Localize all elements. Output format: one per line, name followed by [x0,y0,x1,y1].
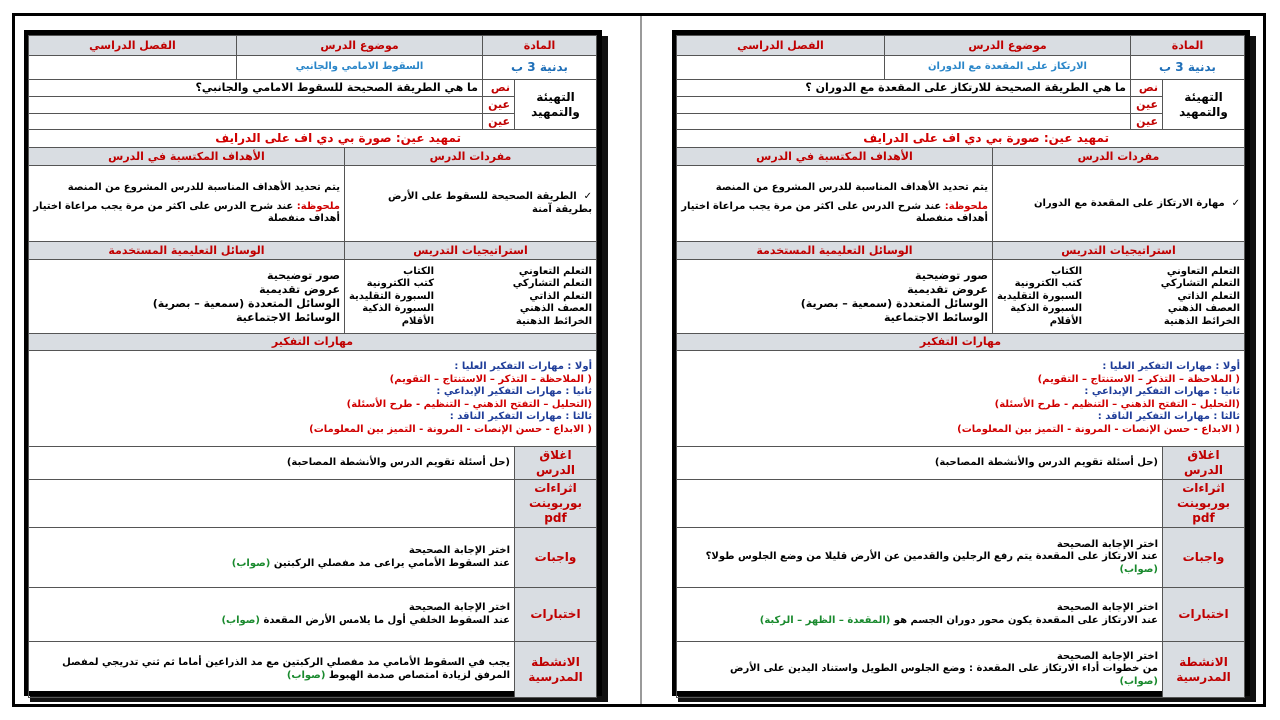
closing-text: (حل أسئلة تقويم الدرس والأنشطة المصاحبة) [28,447,514,480]
vocab-item: الطريقة الصحيحة للسقوط على الأرض بطريقة آمنة [387,191,592,215]
thinking-label: مهارات التفكير [676,334,1244,351]
intro-tag: نص [482,80,514,97]
answer-text: (صواب) [1119,563,1158,575]
intro-text [28,113,482,130]
enrich-sub: بوربوينت pdf [528,496,583,525]
intro-tag: عين [1130,113,1162,130]
subject-label: المادة [1130,36,1244,56]
tests-question [681,615,1158,628]
homework-label: واجبات [515,528,597,588]
tests-question [33,615,510,628]
media-list-a [349,266,434,329]
list-item: كتب الكترونية [1014,278,1083,289]
activities-question [33,657,510,682]
question-text: عند السقوط الأمامي يراعى مد مفصلي الركبتين [273,557,510,569]
enrich-sub: بوربوينت pdf [1176,496,1231,525]
goals-line: يتم تحديد الأهداف المناسبة للدرس المشروع من المنصة [715,182,988,193]
thinking-heading: أولا : مهارات التفكير العليا : [1102,361,1240,372]
answer-text: (صواب) [221,614,261,626]
lesson-plan-sheet-2 [24,30,602,696]
thinking-line: (التحليل – التفتح الذهني – التنظيم - طرح الأسئلة) [346,398,592,410]
question-text: عند الارتكاز على المقعدة يكون محور دوران الجسم هو [893,614,1158,626]
subject-value: بدنية 3 ب [1130,56,1244,80]
thinking-heading: ثانيا : مهارات التفكير الإبداعي : [1084,386,1240,397]
tests-label: اختبارات [1163,588,1245,642]
question-text: عند الارتكاز على المقعدة يتم رفع الرجلين والقدمين عن الأرض قليلا من وضع الجلوس طولا؟ [705,551,1158,563]
thinking-heading: ثانيا : مهارات التفكير الإبداعي : [436,386,592,397]
thinking-line: ( الملاحظة – التذكر – الاستنتاج – التقويم) [1037,373,1240,385]
strategies-cell [344,260,596,334]
media-label: الوسائل التعليمية المستخدمة [28,242,344,260]
homework-cell [28,528,514,588]
semester-value [28,56,236,80]
semester-label: الفصل الدراسي [28,36,236,56]
topic-value: الارتكاز على المقعدة مع الدوران [884,56,1130,80]
list-item: الوسائل المتعددة (سمعية – بصرية) [800,296,988,310]
subject-value: بدنية 3 ب [482,56,596,80]
strategies-cell [992,260,1244,334]
thinking-line: ( الابداع - حسن الإنصات - المرونة - التميز بين المعلومات) [309,423,592,435]
goals-cell [676,166,992,242]
note-label: ملحوظة: [296,200,340,212]
enrich-content [28,480,514,528]
list-item: الخرائط الذهنية [515,315,592,327]
list-item: السبورة التقليدية [348,290,435,302]
media-list-a [997,266,1082,329]
list-item: صور توضيحية [915,269,988,283]
list-item: صور توضيحية [267,269,340,283]
media-cell [676,260,992,334]
tests-cell [28,588,514,642]
list-item: العصف الذهني [1167,303,1240,314]
activities-label: الانشطة المدرسية [1163,642,1245,698]
list-item: العصف الذهني [519,303,592,314]
tests-title: اختر الإجابة الصحيحة [1056,602,1158,613]
thinking-heading: ثالثا : مهارات التفكير الناقد : [449,411,592,422]
thinking-line: ( الابداع - حسن الإنصات - المرونة - التميز بين المعلومات) [957,423,1240,435]
lesson-plan-table [676,35,1245,698]
semester-value [676,56,884,80]
list-item: التعلم التعاوني [1166,265,1240,277]
homework-question [681,551,1158,576]
note-text: عند شرح الدرس على اكثر من مرة يجب مراعاة اختيار أهداف منفصلة [33,200,340,224]
activities-label: الانشطة المدرسية [515,642,597,698]
intro-tag: نص [1130,80,1162,97]
list-item: التعلم الذاتي [1177,290,1240,302]
topic-label: موضوع الدرس [884,36,1130,56]
media-label: الوسائل التعليمية المستخدمة [676,242,992,260]
topic-label: موضوع الدرس [236,36,482,56]
thinking-cell [28,351,596,447]
tests-label: اختبارات [515,588,597,642]
answer-text: (صواب) [231,557,271,569]
tests-title: اختر الإجابة الصحيحة [408,602,510,613]
list-item: السبورة الذكية [1010,303,1083,314]
list-item: الوسائل المتعددة (سمعية – بصرية) [152,296,340,310]
intro-text [28,96,482,113]
activities-cell [676,642,1162,698]
media-cell [28,260,344,334]
vocab-label: مفردات الدرس [992,148,1244,166]
intro-text [676,113,1130,130]
intro-tag: عين [482,113,514,130]
thinking-heading: ثالثا : مهارات التفكير الناقد : [1097,411,1240,422]
thinking-line: ( الملاحظة – التذكر – الاستنتاج – التقويم) [389,373,592,385]
enrich-cell [1163,480,1245,528]
enrich-cell [515,480,597,528]
goals-cell [28,166,344,242]
intro-text [676,96,1130,113]
check-icon: ✓ [583,191,592,203]
list-item: الوسائط الاجتماعية [235,310,340,324]
activities-cell [28,642,514,698]
note-text: عند شرح الدرس على اكثر من مرة يجب مراعاة اختيار أهداف منفصلة [681,200,988,224]
thinking-label: مهارات التفكير [28,334,596,351]
list-item: الأقلام [401,315,435,327]
thinking-heading: أولا : مهارات التفكير العليا : [454,361,592,372]
strategies-list [513,266,592,329]
enrich-label: اثراءات [1182,481,1225,495]
list-item: كتب الكترونية [366,278,435,289]
thinking-cell [676,351,1244,447]
list-item: الخرائط الذهنية [1163,315,1240,327]
subject-label: المادة [482,36,596,56]
closing-label: اغلاق الدرس [1163,447,1245,480]
check-icon: ✓ [1231,197,1240,209]
list-item: السبورة الذكية [362,303,435,314]
vocab-cell [344,166,596,242]
enrich-content [676,480,1162,528]
list-item: التعلم التشاركي [1160,278,1240,289]
topic-value: السقوط الامامي والجانبي [236,56,482,80]
answer-text: (صواب) [1119,675,1158,687]
intro-note: تمهيد عين: صورة بي دي اف على الدرايف [676,130,1244,148]
homework-question [33,558,510,571]
question-text: عند السقوط الخلفي أول ما يلامس الأرض المقعدة [263,614,510,626]
intro-label: التهيئة والتمهيد [1163,80,1245,130]
enrich-label: اثراءات [534,481,577,495]
sheet-shadow [1250,36,1256,702]
list-item: التعلم التعاوني [518,265,592,277]
list-item: عروض تقديمية [907,283,988,296]
vocab-cell [992,166,1244,242]
list-item: السبورة التقليدية [996,290,1083,302]
intro-tag: عين [1130,96,1162,113]
goals-note [33,201,340,226]
homework-cell [676,528,1162,588]
vocab-label: مفردات الدرس [344,148,596,166]
goals-label: الأهداف المكتسبة في الدرس [28,148,344,166]
page-divider [640,16,642,704]
list-item: الأقلام [1049,315,1083,327]
thinking-line: (التحليل – التفتح الذهني – التنظيم - طرح الأسئلة) [994,398,1240,410]
tests-cell [676,588,1162,642]
list-item: الكتاب [403,265,435,277]
intro-tag: عين [482,96,514,113]
list-item: الكتاب [1051,265,1083,277]
sheet-shadow [602,36,608,702]
intro-question: ما هي الطريقة الصحيحة للارتكاز على المقعدة مع الدوران ؟ [676,80,1130,97]
homework-title: اختر الإجابة الصحيحة [408,545,510,556]
strategies-label: استراتيجيات التدريس [344,242,596,260]
lesson-plan-table [28,35,597,698]
list-item: الوسائط الاجتماعية [883,310,988,324]
list-item: عروض تقديمية [259,283,340,296]
homework-title: اختر الإجابة الصحيحة [1056,538,1158,550]
activities-question: من خطوات أداء الارتكاز على المقعدة : وضع الجلوس الطويل واستناد اليدين على الأرض [730,663,1158,675]
vocab-item: مهارة الارتكاز على المقعدة مع الدوران [1033,197,1225,209]
list-item: التعلم التشاركي [512,278,592,289]
note-label: ملحوظة: [944,200,988,212]
goals-line: يتم تحديد الأهداف المناسبة للدرس المشروع من المنصة [67,182,340,193]
activities-title: اختر الإجابة الصحيحة [1056,650,1158,662]
intro-label: التهيئة والتمهيد [515,80,597,130]
intro-question: ما هي الطريقة الصحيحة للسقوط الامامي والجانبي؟ [28,80,482,97]
list-item: التعلم الذاتي [529,290,592,302]
intro-note: تمهيد عين: صورة بي دي اف على الدرايف [28,130,596,148]
answer-text: (المقعدة – الظهر – الركبة) [759,614,891,626]
strategies-label: استراتيجيات التدريس [992,242,1244,260]
strategies-list [1161,266,1240,329]
closing-text: (حل أسئلة تقويم الدرس والأنشطة المصاحبة) [676,447,1162,480]
lesson-plan-sheet-1 [672,30,1250,696]
closing-label: اغلاق الدرس [515,447,597,480]
homework-label: واجبات [1163,528,1245,588]
goals-note [681,201,988,226]
question-text: يجب في السقوط الأمامي مد مفصلي الركبتين مع مد الذراعين أماما ثم ثني تدريجي لمفصل المرفق لزيادة امتصاص صدمة الهبوط [62,657,510,681]
semester-label: الفصل الدراسي [676,36,884,56]
goals-label: الأهداف المكتسبة في الدرس [676,148,992,166]
answer-text: (صواب) [286,669,326,681]
